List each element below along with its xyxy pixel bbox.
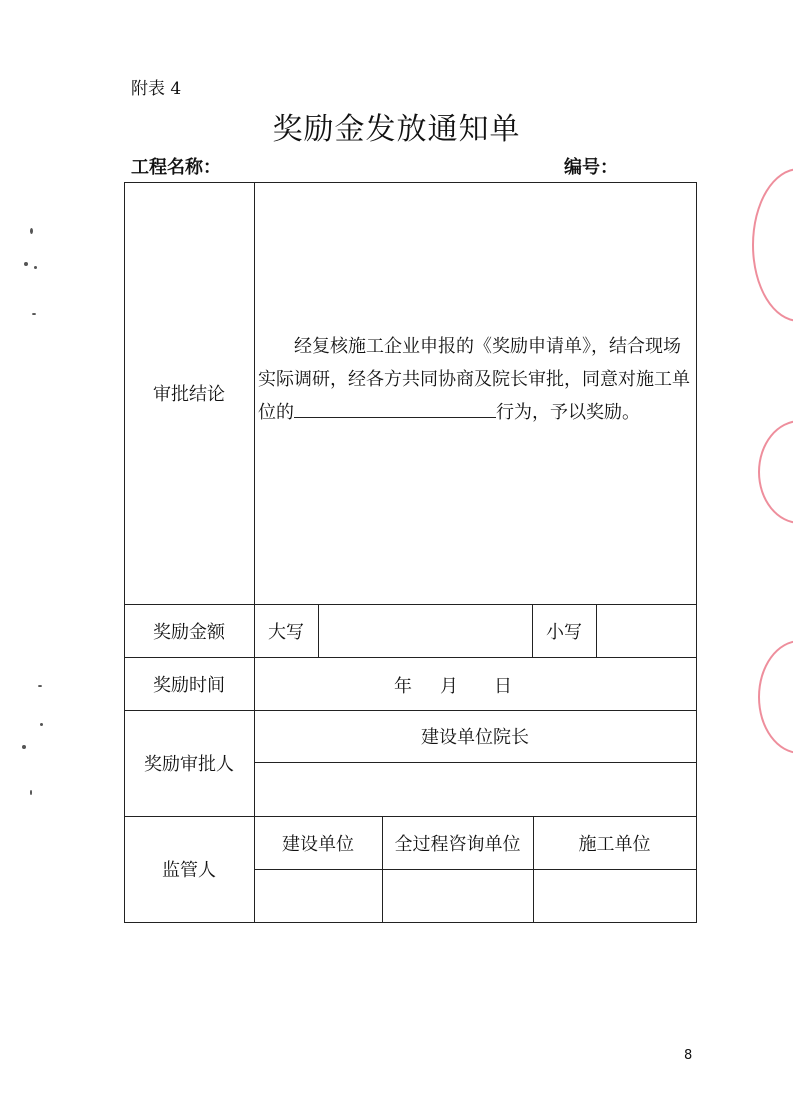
date-month: 月 — [440, 676, 458, 697]
scan-speck — [30, 228, 33, 234]
page-number: 8 — [684, 1048, 693, 1063]
scan-speck — [40, 723, 43, 726]
scan-speck — [30, 790, 32, 795]
appendix-label: 附表 4 — [131, 79, 182, 99]
behavior-blank-field[interactable] — [294, 397, 496, 418]
amount-upper-field[interactable] — [319, 604, 532, 657]
approver-title: 建设单位院长 — [421, 727, 529, 748]
reward-approver-label: 奖励审批人 — [144, 754, 234, 775]
reward-time-label: 奖励时间 — [153, 674, 225, 696]
project-name-label: 工程名称： — [131, 157, 221, 178]
supervisor-col-construction: 建设单位 — [282, 833, 354, 855]
approval-text-part2: 行为，予以奖励。 — [496, 402, 640, 423]
scan-speck — [22, 745, 26, 749]
approval-text-part1: 经复核施工企业申报的《奖励申请单》，结合现场实际调研，经各方共同协商及院长审批，同意对施工单位的 — [258, 336, 690, 423]
scan-speck — [32, 313, 36, 315]
approval-paragraph — [258, 330, 690, 429]
approval-conclusion-label: 审批结论 — [153, 384, 225, 405]
document-title: 奖励金发放通知单 — [272, 112, 521, 147]
seal-stamp-icon — [758, 640, 793, 754]
supervisor-label: 监管人 — [162, 860, 216, 881]
scan-speck — [38, 685, 42, 687]
approver-signature-field[interactable] — [255, 763, 696, 816]
seal-stamp-icon — [752, 168, 793, 322]
supervisor-col-consulting: 全过程咨询单位 — [394, 833, 521, 855]
consulting-signature-field[interactable] — [383, 870, 533, 922]
contractor-signature-field[interactable] — [534, 870, 696, 922]
date-day: 日 — [494, 676, 512, 697]
amount-upper-label: 大写 — [268, 621, 304, 643]
date-year: 年 — [394, 676, 412, 697]
supervisor-col-contractor: 施工单位 — [578, 833, 651, 855]
amount-lower-field[interactable] — [597, 604, 696, 657]
reward-amount-label: 奖励金额 — [153, 621, 225, 643]
construction-signature-field[interactable] — [255, 870, 382, 922]
scan-speck — [24, 262, 28, 266]
document-number-label: 编号： — [564, 157, 618, 178]
seal-stamp-icon — [758, 420, 793, 524]
amount-lower-label: 小写 — [546, 621, 582, 643]
scan-speck — [34, 266, 37, 269]
